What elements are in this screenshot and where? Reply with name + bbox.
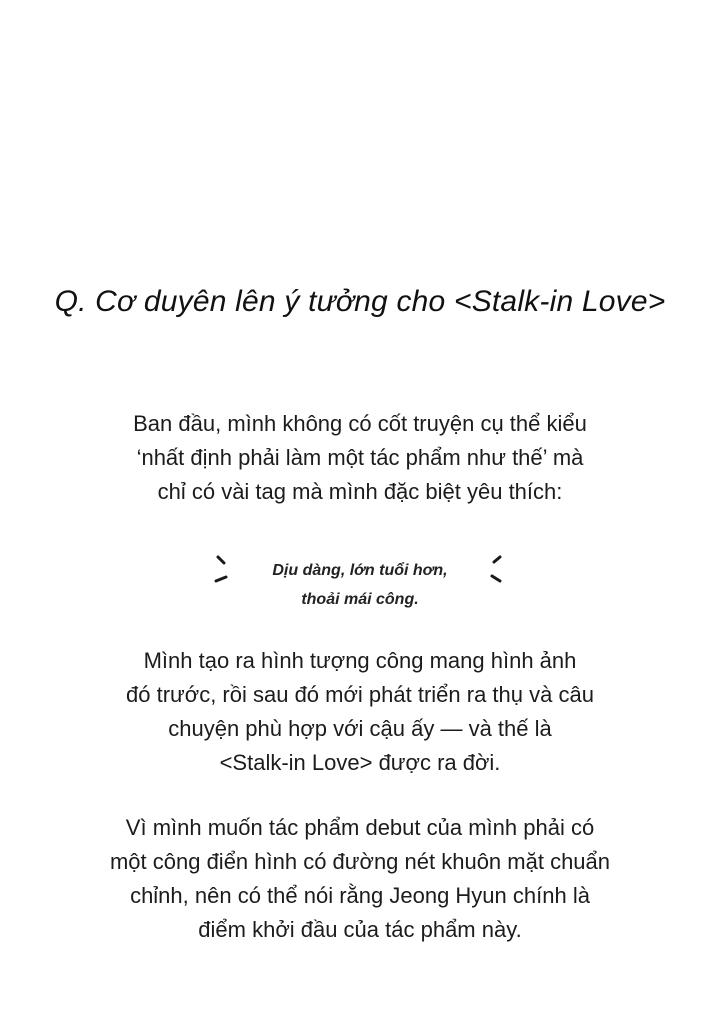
paragraph-line: một công điển hình có đường nét khuôn mặt chuẩn: [109, 849, 611, 874]
paragraph-line: Mình tạo ra hình tượng công mang hình ảnh: [143, 648, 577, 673]
paragraph-line: điểm khởi đầu của tác phẩm này.: [198, 917, 522, 942]
paragraph-debut: [60, 811, 660, 947]
right-quote-mark-icon: [484, 552, 512, 592]
tag-line: Dịu dàng, lớn tuổi hơn,: [272, 562, 448, 579]
favorite-tags: [200, 556, 520, 614]
paragraph-line: Vì mình muốn tác phẩm debut của mình phải có: [125, 815, 595, 840]
tag-line: thoải mái công.: [301, 591, 419, 608]
paragraph-line: <Stalk-in Love> được ra đời.: [219, 750, 501, 775]
paragraph-intro: [60, 407, 660, 509]
paragraph-line: ‘nhất định phải làm một tác phẩm như thế’ mà: [136, 445, 584, 470]
paragraph-line: chuyện phù hợp với cậu ấy — và thế là: [168, 716, 552, 741]
paragraph-line: Ban đầu, mình không có cốt truyện cụ thể kiểu: [133, 411, 587, 436]
question-heading: Q. Cơ duyên lên ý tưởng cho <Stalk-in Love>: [54, 285, 666, 318]
paragraph-line: chỉ có vài tag mà mình đặc biệt yêu thích:: [157, 479, 563, 504]
paragraph-creation: [60, 644, 660, 780]
paragraph-line: chỉnh, nên có thể nói rằng Jeong Hyun chính là: [130, 883, 590, 908]
paragraph-line: đó trước, rồi sau đó mới phát triển ra thụ và câu: [126, 682, 594, 707]
